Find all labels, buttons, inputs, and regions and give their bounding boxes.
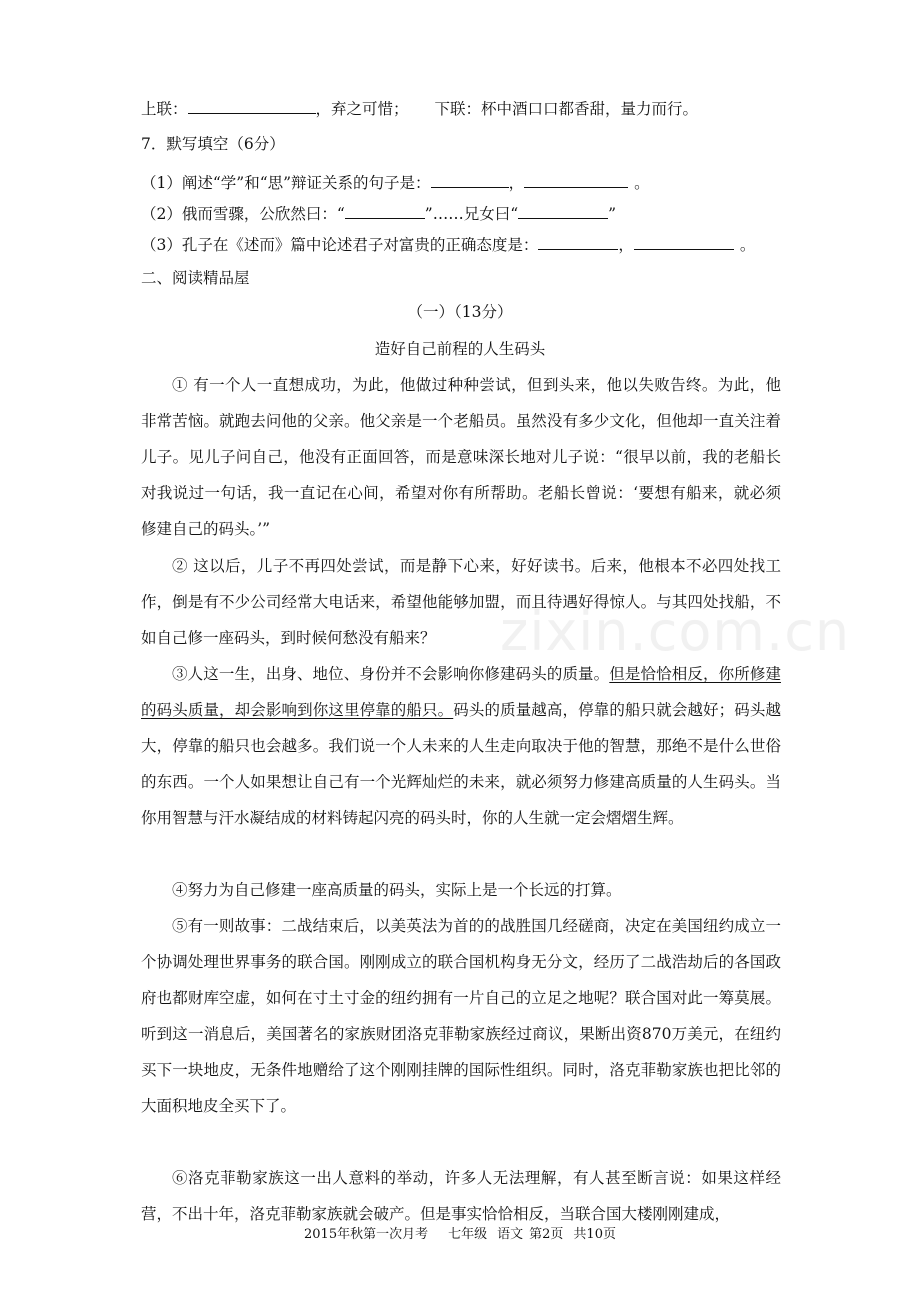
q7-item-3 bbox=[141, 233, 755, 255]
paragraph-5: ⑤有一则故事：二战结束后，以美英法为首的的战胜国几经磋商，决定在美国纽约成立一个协调处理世界事务的联合国。刚刚成立的联合国机构身无分文，经历了二战浩劫后的各国政府也都财库空虚，如何在寸土寸金的纽约拥有一片自己的立足之地呢？联合国对此一筹莫展。听到这一消息后，美国著名的家族财团洛克菲勒家族经过商议，果断出资870万美元，在纽约买下一块地皮，无条件地赠给了这个刚刚挂牌的国际性组织。同时，洛克菲勒家族也把比邻的大面积地皮全买下了。 bbox=[141, 917, 781, 1115]
q7-item1-blank-b bbox=[524, 171, 628, 188]
q7-item-2 bbox=[141, 202, 616, 224]
q7-item3-blank-a bbox=[538, 233, 618, 250]
footer-page: 第2页 bbox=[529, 1227, 564, 1242]
part-label: （一）（13分） bbox=[407, 303, 513, 321]
paragraph-2: ② 这以后，儿子不再四处尝试，而是静下心来，好好读书。后来，他根本不必四处找工作，倒是有不少公司经常大电话来，希望他能够加盟，而且待遇好得惊人。与其四处找船，不如自己修一座码头，到时候何愁没有船来？ bbox=[141, 557, 781, 647]
watermark: zixin.com.cn bbox=[500, 600, 851, 663]
section-title: 二、阅读精品屋 bbox=[141, 269, 250, 287]
q7-item3-text: （3）孔子在《述而》篇中论述君子对富贵的正确态度是： bbox=[141, 236, 539, 254]
couplet-line bbox=[141, 97, 698, 119]
couplet-middle: ，弃之可惜； bbox=[315, 100, 409, 118]
q7-item2-end: ” bbox=[608, 205, 617, 223]
paragraph-1: ① 有一个人一直想成功，为此，他做过种种尝试，但到头来，他以失败告终。为此，他非常苦恼。就跑去问他的父亲。他父亲是一个老船员。虽然没有多少文化，但他却一直关注着儿子。见儿子问自己，他没有正面回答，而是意味深长地对儿子说：“很早以前，我的老船长对我说过一句话，我一直记在心间，希望对你有所帮助。老船长曾说：‘要想有船来，就必须修建自己的码头。’” bbox=[141, 376, 781, 538]
q7-title: 7．默写填空（6分） bbox=[141, 135, 285, 153]
q7-item3-sep: ， bbox=[618, 236, 634, 254]
q7-item1-sep: ， bbox=[508, 174, 525, 192]
couplet-blank bbox=[188, 97, 316, 114]
q7-item2-mid: ”……兄女曰“ bbox=[424, 205, 519, 223]
couplet-lower: 下联：杯中酒口口都香甜，量力而行。 bbox=[434, 100, 699, 118]
q7-item3-blank-b bbox=[634, 233, 734, 250]
q7-item1-text: （1）阐述“学”和“思”辩证关系的句子是： bbox=[141, 174, 431, 192]
footer-total: 共10页 bbox=[573, 1227, 616, 1242]
q7-item-1 bbox=[141, 171, 650, 193]
paragraph-3-lead: ③人这一生，出身、地位、身份并不会影响你修建码头的质量。 bbox=[172, 665, 610, 683]
q7-item2-blank-b bbox=[518, 202, 608, 219]
page-footer bbox=[0, 1226, 920, 1244]
q7-item1-blank-a bbox=[431, 171, 509, 188]
q7-item2-blank-a bbox=[345, 202, 425, 219]
paragraph-3-rest: 码头的质量越高，停靠的船只就会越好；码头越大，停靠的船只也会越多。我们说一个人未来的人生走向取决于他的智慧，那绝不是什么世俗的东西。一个人如果想让自己有一个光辉灿烂的未来，就必须努力修建高质量的人生码头。当你用智慧与汗水凝结成的材料铸起闪亮的码头时，你的人生就一定会熠熠生辉。 bbox=[141, 701, 781, 827]
paragraph-6: ⑥洛克菲勒家族这一出人意料的举动，许多人无法理解，有人甚至断言说：如果这样经营，不出十年，洛克菲勒家族就会破产。但是事实恰恰相反，当联合国大楼刚刚建成， bbox=[141, 1169, 781, 1223]
q7-item1-end: 。 bbox=[634, 174, 650, 192]
footer-exam: 2015年秋第一次月考 bbox=[304, 1227, 429, 1242]
footer-grade: 七年级 bbox=[448, 1227, 488, 1242]
paragraph-3-underlined: 但是恰恰相反，你所修建的码头质量，却会影响到你这里停靠的船只。 bbox=[141, 665, 781, 719]
q7-item2-text: （2）俄而雪骤，公欣然曰：“ bbox=[141, 205, 345, 223]
couplet-upper-label: 上联： bbox=[141, 100, 188, 118]
article-title: 造好自己前程的人生码头 bbox=[374, 340, 546, 358]
footer-subject: 语文 bbox=[497, 1227, 524, 1242]
paragraph-4: ④努力为自己修建一座高质量的码头，实际上是一个长远的打算。 bbox=[172, 881, 622, 899]
q7-item3-end: 。 bbox=[739, 236, 756, 254]
paragraph-3 bbox=[141, 656, 781, 836]
